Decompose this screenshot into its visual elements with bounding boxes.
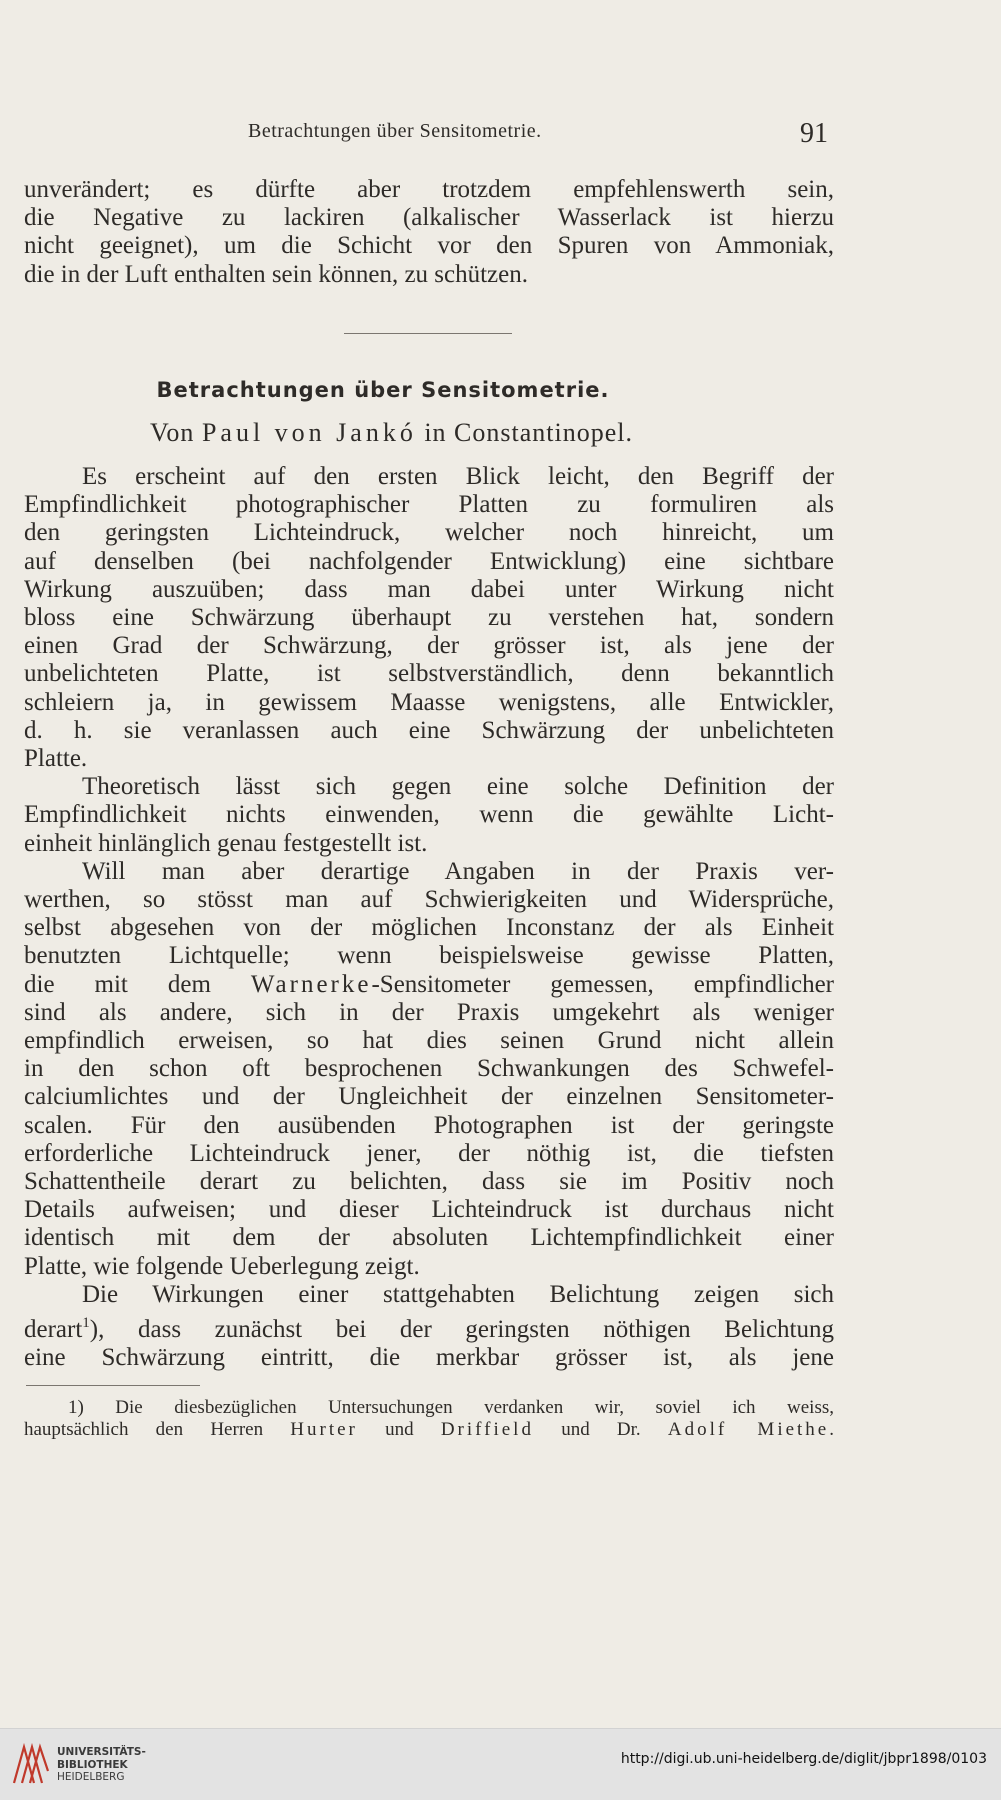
running-head: Betrachtungen über Sensitometrie. [248,120,542,142]
footnote [24,1397,834,1441]
text-fragment: derart [24,1316,83,1344]
library-name-line: BIBLIOTHEK [57,1758,128,1771]
library-name-line: HEIDELBERG [57,1771,125,1783]
text-line [24,971,834,999]
text-line: Platte, wie folgende Ueberlegung zeigt. [24,1252,420,1280]
text-fragment: . [829,1419,834,1440]
ub-heidelberg-logo-icon[interactable] [10,1741,50,1787]
text-line: die Negative zu lackiren (alkalischer Wasserlack ist hierzu [24,204,834,232]
text-line: einheit hinlänglich genau festgestellt ist. [24,829,428,857]
intro-paragraph [24,176,834,289]
library-name-line: UNIVERSITÄTS- [57,1746,146,1758]
text-line: Schattentheile derart zu belichten, dass sie im Positiv noch [24,1168,834,1196]
text-line: unbelichteten Platte, ist selbstverständlich, denn bekanntlich [24,660,834,688]
article-title: Betrachtungen über Sensitometrie. [156,378,610,402]
text-line: den geringsten Lichteindruck, welcher noch hinreicht, um [24,519,834,547]
text-line: auf denselben (bei nachfolgender Entwicklung) eine sichtbare [24,547,834,575]
text-fragment: ), dass zunächst bei der geringsten nöthigen Belichtung [89,1316,834,1344]
text-line: calciumlichtes und der Ungleichheit der einzelnen Sensitometer- [24,1083,834,1111]
text-line: d. h. sie veranlassen auch eine Schwärzung der unbelichteten [24,716,834,744]
digitization-footer [0,1728,1001,1800]
text-line [24,1309,834,1344]
text-line: nicht geeignet), um die Schicht vor den Spuren von Ammoniak, [24,232,834,260]
text-line: schleiern ja, in gewissem Maasse wenigstens, alle Entwickler, [24,688,834,716]
text-line: eine Schwärzung eintritt, die merkbar grösser ist, als jene [24,1344,834,1372]
text-line: bloss eine Schwärzung überhaupt zu verstehen hat, sondern [24,604,834,632]
text-line: identisch mit dem der absoluten Lichtempfindlichkeit einer [24,1224,834,1252]
text-line: Platte. [24,745,88,773]
footnote-marker: 1 [82,1315,90,1332]
byline-suffix: in Constantinopel. [424,418,633,447]
text-line: in den schon oft besprochenen Schwankungen des Schwefel- [24,1055,834,1083]
text-fragment: -Sensitometer gemessen, empfindlicher [371,970,834,998]
text-line: Wirkung auszuüben; dass man dabei unter Wirkung nicht [24,575,834,603]
text-line: einen Grad der Schwärzung, der grösser ist, als jene der [24,632,834,660]
text-line: sind als andere, sich in der Praxis umgekehrt als weniger [24,998,834,1026]
text-fragment: und Dr. [561,1419,641,1440]
text-line: selbst abgesehen von der möglichen Inconstanz der als Einheit [24,914,834,942]
footnote-line: 1) Die diesbezüglichen Untersuchungen verdanken wir, soviel ich weiss, [68,1397,834,1418]
author-name: Paul von Jankó [201,418,417,447]
section-divider [344,333,512,334]
source-url-link[interactable]: http://digi.ub.uni-heidelberg.de/diglit/jbpr1898/0103 [620,1751,987,1767]
text-line: Empfindlichkeit photographischer Platten zu formuliren als [24,491,834,519]
page-number: 91 [800,118,828,149]
byline-prefix: Von [150,418,195,447]
footnote-divider [26,1385,200,1386]
text-line: empfindlich erweisen, so hat dies seinen Grund nicht allein [24,1027,834,1055]
text-line: erforderliche Lichteindruck jener, der nöthig ist, die tiefsten [24,1139,834,1167]
text-line: die in der Luft enthalten sein können, zu schützen. [24,260,529,288]
person-name: Driffield [440,1419,534,1440]
person-name: Adolf Miethe [667,1419,830,1440]
text-line: Details aufweisen; und dieser Lichteindruck ist durchaus nicht [24,1196,834,1224]
text-line: scalen. Für den ausübenden Photographen ist der geringste [24,1111,834,1139]
person-name: Warnerke [250,970,372,998]
text-line: Theoretisch lässt sich gegen eine solche Definition der [82,773,834,801]
text-line: Es erscheint auf den ersten Blick leicht, den Begriff der [82,463,834,490]
text-fragment: hauptsächlich den Herren [24,1419,264,1440]
text-fragment: die mit dem [24,970,211,998]
text-line: unverändert; es dürfte aber trotzdem empfehlenswerth sein, [24,176,834,203]
footnote-line [24,1419,834,1441]
text-line: werthen, so stösst man auf Schwierigkeiten und Widersprüche, [24,886,834,914]
text-line: Empfindlichkeit nichts einwenden, wenn die gewählte Licht- [24,801,834,829]
library-name [57,1746,146,1784]
text-line: Die Wirkungen einer stattgehabten Belichtung zeigen sich [82,1280,834,1308]
text-line: Will man aber derartige Angaben in der Praxis ver- [82,857,834,885]
paragraph-1 [24,463,834,1373]
text-fragment: und [385,1419,414,1440]
person-name: Hurter [290,1419,358,1440]
byline [150,418,633,448]
text-line: benutzten Lichtquelle; wenn beispielsweise gewisse Platten, [24,942,834,970]
